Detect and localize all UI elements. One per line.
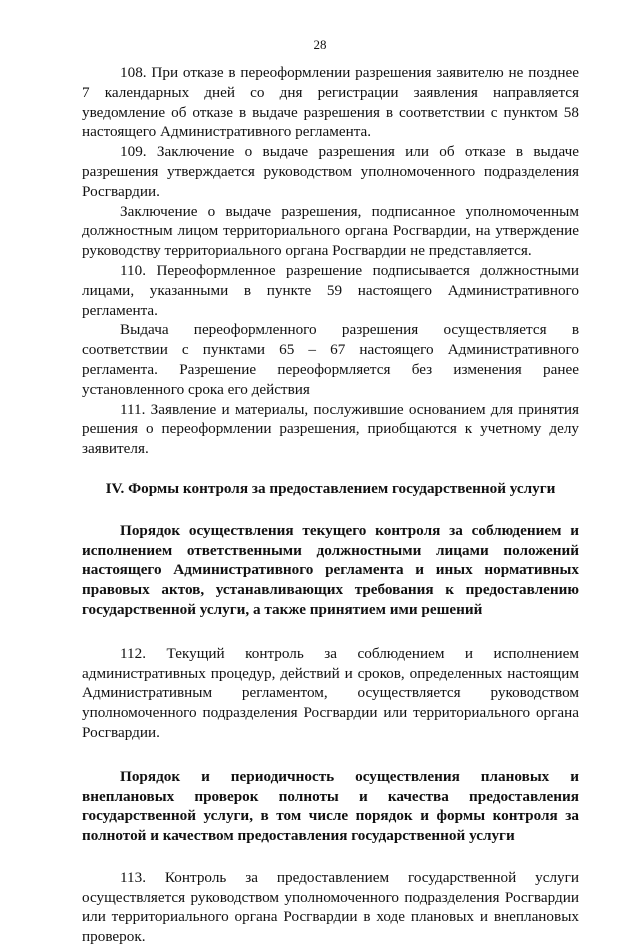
paragraph-110-continued: Выдача переоформленного разрешения осуществляется в соответствии с пунктами 65 – 67 настоящего Административного регламента. Разрешение переоформляется без изменения ранее установленного срока его действия [82,321,579,398]
paragraph-108: 108. При отказе в переоформлении разрешения заявителю не позднее 7 календарных дней со дня регистрации заявления направляется уведомление об отказе в выдаче разрешения в соответствии с пунктом 58 настоящего Административного регламента. [82,64,579,141]
section-heading-iv: IV. Формы контроля за предоставлением государственной услуги [105,479,556,497]
paragraph-109-continued: Заключение о выдаче разрешения, подписанное уполномоченным должностным лицом территориального органа Росгвардии, на утверждение руководству территориального органа Росгвардии не представляется. [82,202,579,260]
paragraph-113: 113. Контроль за предоставлением государственной услуги осуществляется руководством уполномоченного подразделения Росгвардии или территориального органа Росгвардии в ходе плановых и внеплановых проверок. [82,868,579,946]
paragraph-109: 109. Заключение о выдаче разрешения или об отказе в выдаче разрешения утверждается руководством уполномоченного подразделения Росгвардии. [82,143,579,200]
subheading-current-control: Порядок осуществления текущего контроля за соблюдением и исполнением ответственными должностными лицами положений настоящего Административного регламента и иных нормативных правовых актов, устанавливающих требования к предоставлению государственной услуги, а также принятием ими решений [82,521,579,618]
paragraph-111: 111. Заявление и материалы, послужившие основанием для принятия решения о переоформлении разрешения, приобщаются к учетному делу заявителя. [82,400,579,458]
subheading-inspections: Порядок и периодичность осуществления плановых и внеплановых проверок полноты и качества предоставления государственной услуги, в том числе порядок и формы контроля за полнотой и качеством предоставления государственной услуги [82,767,579,845]
paragraph-112: 112. Текущий контроль за соблюдением и исполнением административных процедур, действий и сроков, определенных настоящим Административным регламентом, осуществляется руководством уполномоченного подразделения Росгвардии или территориального органа Росгвардии. [82,644,579,741]
document-body [82,63,579,947]
page-number: 28 [313,37,327,52]
paragraph-110: 110. Переоформленное разрешение подписывается должностными лицами, указанными в пункте 59 настоящего Административного регламента. [82,261,579,319]
